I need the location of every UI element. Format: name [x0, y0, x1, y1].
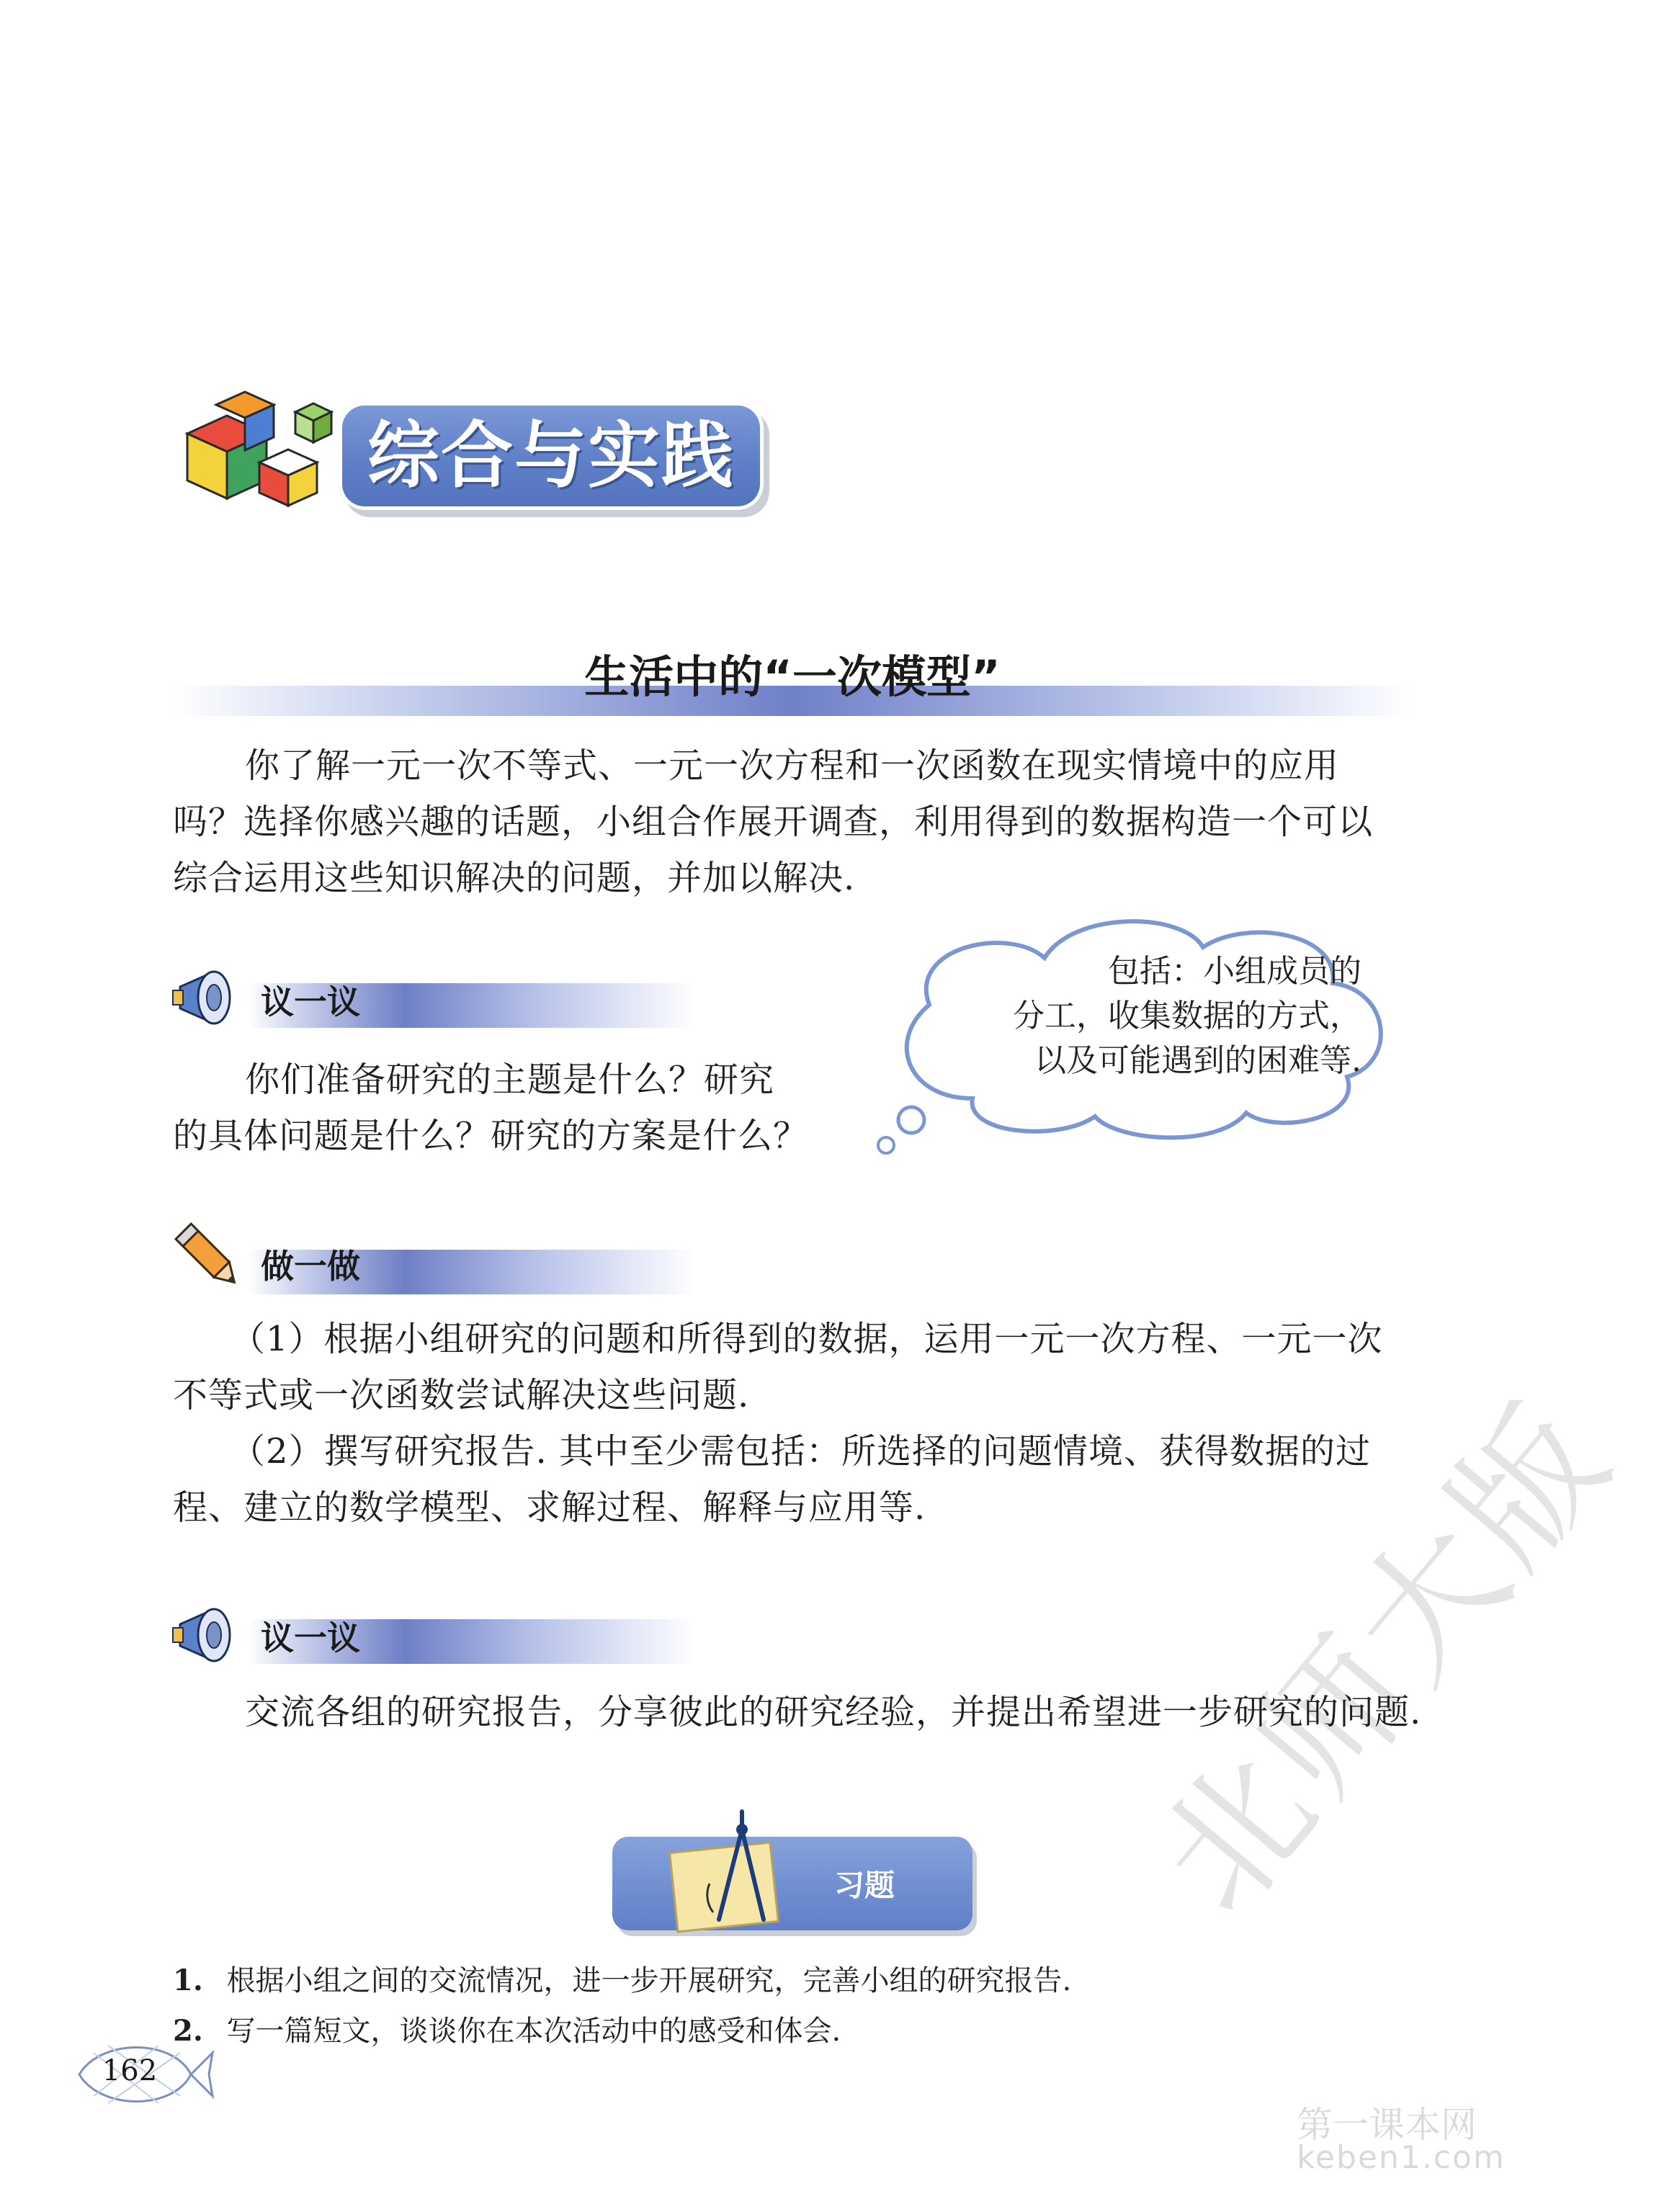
do-line: （1）根据小组研究的问题和所得到的数据，运用一元一次方程、一元一次	[231, 1319, 1383, 1359]
exercise-number: 1.	[173, 1964, 203, 1997]
rubiks-cube-icon	[173, 383, 339, 520]
watermark-publisher: 北师大版	[1126, 1371, 1645, 1944]
megaphone-icon	[169, 1603, 249, 1667]
discuss-heading: 议一议	[261, 982, 360, 1021]
cloud-line: 包括：小组成员的	[1108, 953, 1361, 990]
do-heading: 做一做	[261, 1247, 360, 1286]
discuss-paragraph: 交流各组的研究报告，分享彼此的研究经验，并提出希望进一步研究的问题.	[245, 1692, 1422, 1732]
exercise-item	[173, 2010, 1412, 2053]
exercise-text: 写一篇短文，谈谈你在本次活动中的感受和体会.	[226, 2015, 841, 2048]
page-number: 162	[102, 2054, 158, 2087]
chapter-title: 综合与实践	[367, 413, 735, 498]
section-title: 生活中的“一次模型”	[584, 650, 1001, 703]
intro-line: 你了解一元一次不等式、一元一次方程和一次函数在现实情境中的应用	[245, 745, 1340, 786]
do-line: （2）撰写研究报告. 其中至少需包括：所选择的问题情境、获得数据的过	[231, 1431, 1372, 1472]
exercise-item	[173, 1959, 1412, 2002]
do-line: 程、建立的数学模型、求解过程、解释与应用等.	[173, 1487, 926, 1528]
chapter-banner	[339, 402, 764, 510]
exercise-number: 2.	[173, 2014, 203, 2048]
megaphone-icon	[169, 965, 249, 1030]
cloud-note	[958, 949, 1361, 1083]
watermark-url: keben1.com	[1297, 2139, 1506, 2176]
discuss-heading: 议一议	[261, 1618, 360, 1657]
watermark-site-name: 第一课本网	[1297, 2104, 1477, 2146]
discuss-line: 你们准备研究的主题是什么？研究	[245, 1060, 775, 1100]
do-paragraph	[173, 1311, 1412, 1536]
do-line: 不等式或一次函数尝试解决这些问题.	[173, 1375, 750, 1415]
intro-line: 吗？选择你感兴趣的话题，小组合作展开调查，利用得到的数据构造一个可以	[173, 802, 1374, 842]
discuss-paragraph	[173, 1052, 864, 1164]
compass-icon	[663, 1804, 785, 1930]
discuss-line: 的具体问题是什么？研究的方案是什么？	[173, 1116, 809, 1156]
cloud-line: 以及可能遇到的困难等.	[1034, 1042, 1361, 1079]
exercise-text: 根据小组之间的交流情况，进一步开展研究，完善小组的研究报告.	[226, 1964, 1072, 1997]
exercises-heading: 习题	[833, 1868, 895, 1903]
pencil-icon	[169, 1217, 249, 1297]
intro-line: 综合运用这些知识解决的问题，并加以解决.	[173, 858, 856, 898]
intro-paragraph	[173, 738, 1412, 906]
cloud-line: 分工，收集数据的方式，	[1013, 998, 1361, 1034]
